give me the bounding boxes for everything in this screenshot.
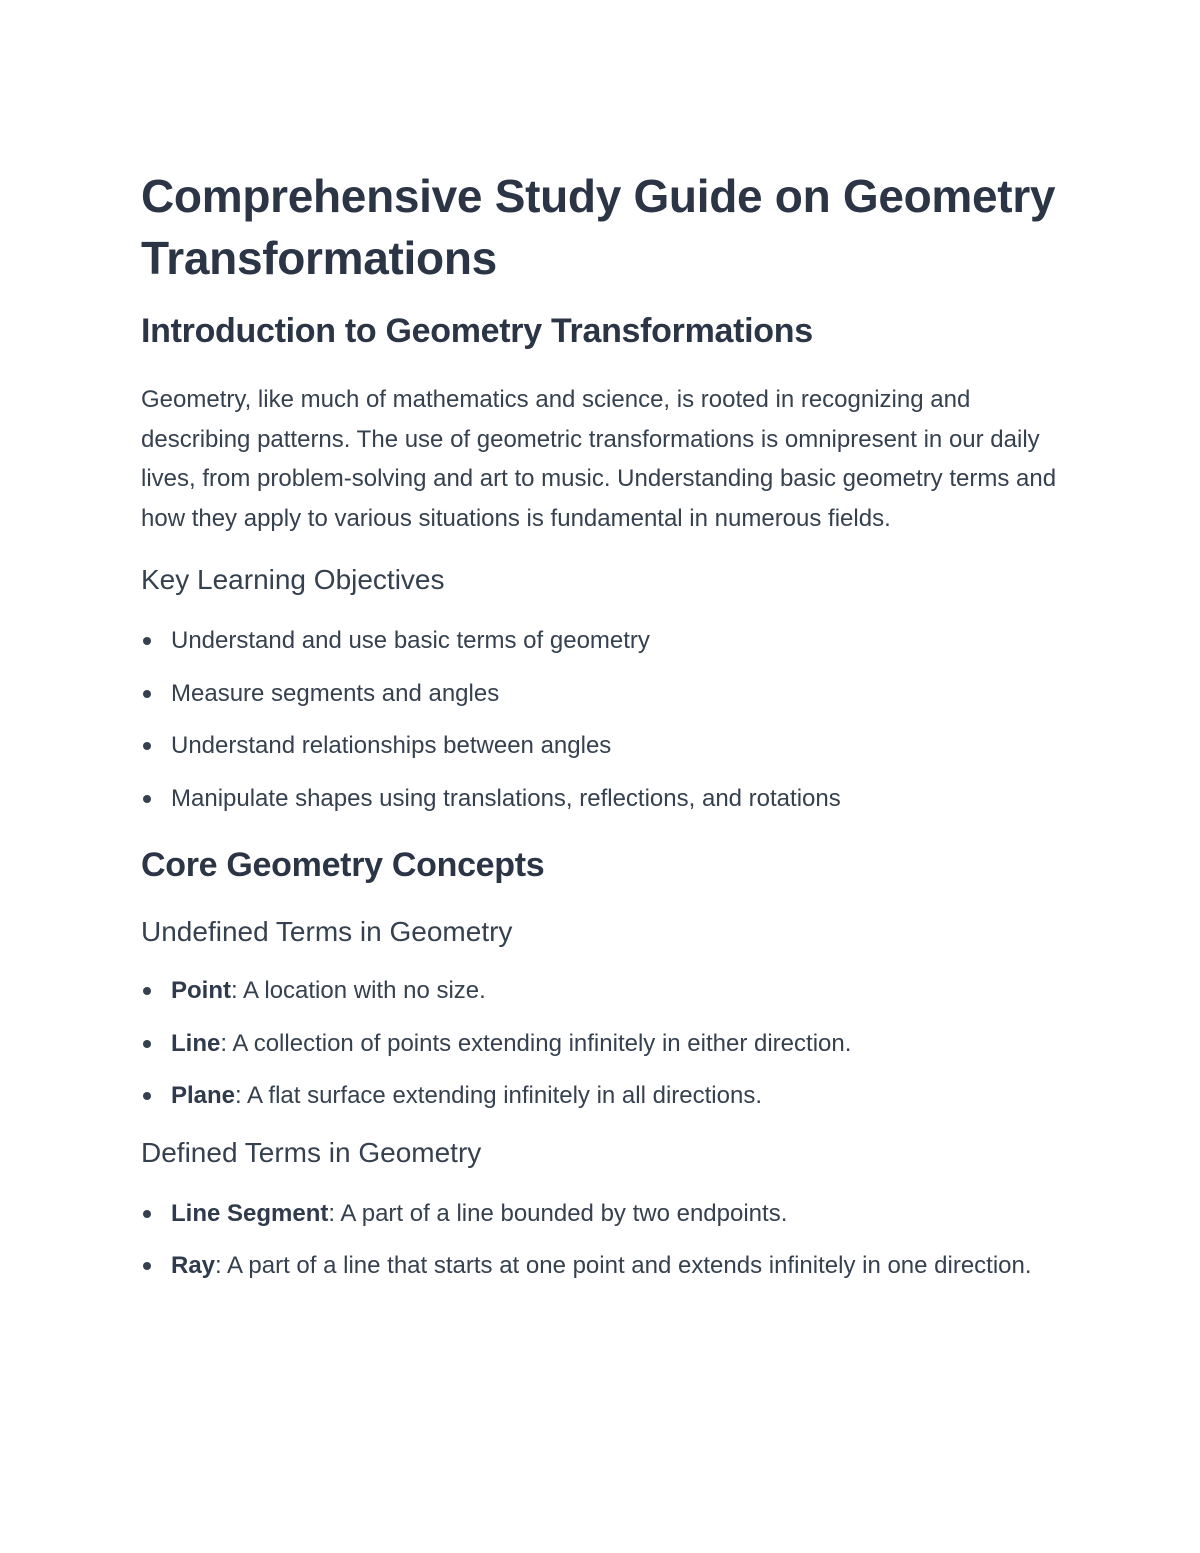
list-item <box>141 1246 1060 1286</box>
term-name: Line <box>171 1029 221 1057</box>
term-name: Ray <box>171 1252 216 1279</box>
intro-heading: Introduction to Geometry Transformations <box>141 312 813 350</box>
term-definition: : A part of a line bounded by two endpoints. <box>328 1199 788 1227</box>
bullet-icon <box>143 795 151 803</box>
list-item <box>141 726 1060 766</box>
term-definition: : A flat surface extending infinitely in all directions. <box>235 1082 762 1109</box>
term-name: Point <box>171 977 231 1004</box>
defined-terms-heading: Defined Terms in Geometry <box>141 1136 482 1168</box>
list-item <box>141 779 1060 819</box>
objective-text: Measure segments and angles <box>171 679 500 707</box>
list-item <box>141 1076 1060 1116</box>
list-item <box>141 1024 1060 1064</box>
intro-paragraph: Geometry, like much of mathematics and science, is rooted in recognizing and describing patterns. The use of geometric transformations is omnipresent in our daily lives, from problem-solving and art to music. Understanding basic geometry terms and how they apply to various situations is fundamental in numerous fields. <box>141 386 1057 532</box>
bullet-icon <box>143 1210 151 1218</box>
core-concepts-heading: Core Geometry Concepts <box>141 846 545 884</box>
bullet-icon <box>143 1040 151 1048</box>
term-definition: : A location with no size. <box>231 977 486 1004</box>
list-item <box>141 1194 1060 1234</box>
list-item <box>141 971 1060 1011</box>
term-name: Plane <box>171 1082 236 1109</box>
objective-text: Understand and use basic terms of geometry <box>171 627 650 654</box>
list-item <box>141 674 1060 714</box>
term-name: Line Segment <box>171 1199 329 1227</box>
objective-text: Understand relationships between angles <box>171 732 612 759</box>
list-item <box>141 621 1060 661</box>
objectives-heading: Key Learning Objectives <box>141 564 445 595</box>
page-title: Comprehensive Study Guide on Geometry Transformations <box>141 170 1056 284</box>
undefined-terms-heading: Undefined Terms in Geometry <box>141 916 513 947</box>
objective-text: Manipulate shapes using translations, reflections, and rotations <box>171 784 841 812</box>
bullet-icon <box>143 742 151 750</box>
bullet-icon <box>143 1092 151 1100</box>
bullet-icon <box>143 690 151 698</box>
defined-terms-list <box>141 1194 1060 1286</box>
objectives-list <box>141 621 1060 818</box>
undefined-terms-list <box>141 971 1060 1116</box>
term-definition: : A collection of points extending infinitely in either direction. <box>220 1029 852 1057</box>
bullet-icon <box>143 637 151 645</box>
bullet-icon <box>143 1262 151 1270</box>
bullet-icon <box>143 987 151 995</box>
term-definition: : A part of a line that starts at one point and extends infinitely in one direction. <box>215 1252 1032 1279</box>
